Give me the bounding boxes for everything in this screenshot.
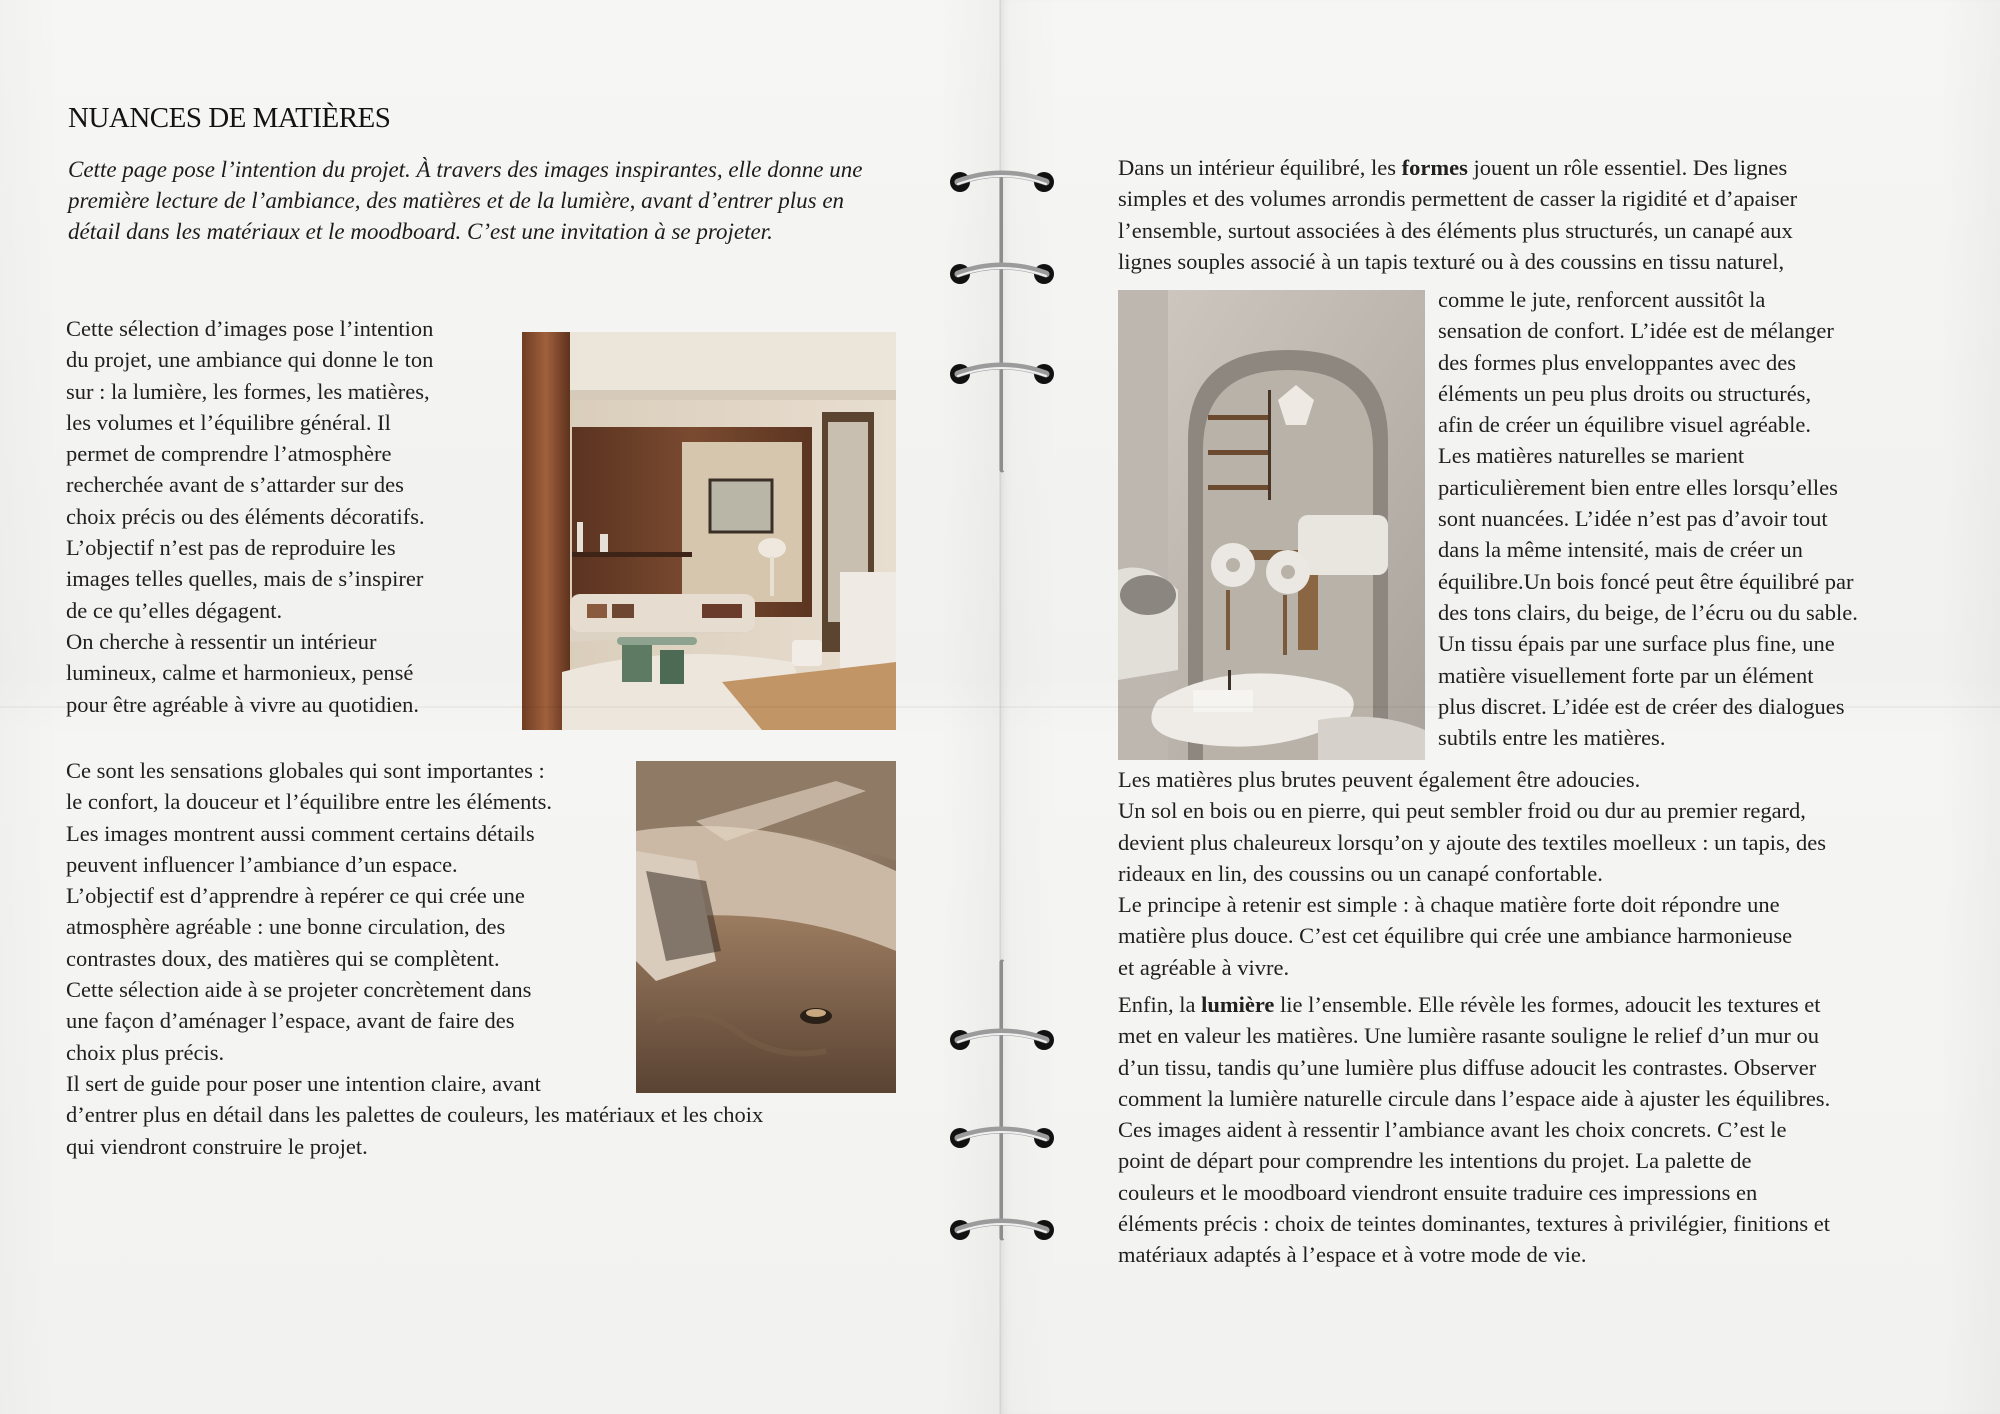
emphasis-lumiere: lumière: [1201, 992, 1275, 1017]
left-paragraph-3: Il sert de guide pour poser une intention claire, avant d’entrer plus en détail dans les palettes de couleurs, les matériaux et les choix qui viendront construire le projet.: [66, 1071, 764, 1159]
page-title: NUANCES DE MATIÈRES: [68, 102, 391, 134]
left-paragraph-1: Cette sélection d’images pose l’intention du projet, une ambiance qui donne le ton sur : la lumière, les formes, les matières, les volumes et l’équilibre général. Il permet de comprendre l’atmosphère recherchée avant de s’attarder sur des choix précis ou des éléments décoratifs. L’objectif n’est pas de reproduire les images telles quelles, mais de s’inspirer de ce qu’elles dégagent. On cherche à ressentir un intérieur lumineux, calme et harmonieux, pensé pour être agréable à vivre au quotidien.: [66, 316, 434, 717]
left-paragraph-2: Ce sont les sensations globales qui sont importantes : le confort, la douceur et l’équilibre entre les éléments. Les images montrent aussi comment certains détails peuvent influencer l’ambiance d’un espace. L’objectif est d’apprendre à repérer ce qui crée une atmosphère agréable : une bonne circulation, des contrastes doux, des matières qui se complètent. Cette sélection aide à se projeter concrètement dans une façon d’aménager l’espace, avant de faire des choix plus précis.: [66, 758, 553, 1065]
spiral-binding-ring-icon: [948, 160, 1058, 484]
intro-paragraph: Cette page pose l’intention du projet. À travers des images inspirantes, elle donne une première lecture de l’ambiance, des matières et de la lumière, avant d’entrer plus en détail dans les matériaux et le moodboard. C’est une invitation à se projeter.: [68, 157, 863, 244]
spiral-binding-ring-icon: [948, 958, 1058, 1262]
right-paragraph-3: Les matières plus brutes peuvent également être adoucies. Un sol en bois ou en pierre, qui peut sembler froid ou dur au premier regard, devient plus chaleureux lorsqu’on y ajoute des textiles moelleux : un tapis, des rideaux en lin, des coussins ou un canapé confortable. Le principe à retenir est simple : à chaque matière forte doit répondre une matière plus douce. C’est cet équilibre qui crée une ambiance harmonieuse et agréable à vivre.: [1118, 767, 1826, 980]
right-paragraph-4: Enfin, la lumière lie l’ensemble. Elle révèle les formes, adoucit les textures et met en valeur les matières. Une lumière rasante souligne le relief d’un mur ou d’un tissu, tandis qu’une lumière plus diffuse adoucit les contrastes. Observer comment la lumière naturelle circule dans l’espace aide à ajuster les équilibres. Ces images aident à ressentir l’ambiance avant les choix concrets. C’est le point de départ pour comprendre les intentions du projet. La palette de couleurs et le moodboard viendront ensuite traduire ces impressions en éléments précis : choix de teintes dominantes, textures à privilégier, finitions et matériaux adaptés à l’espace et à votre mode de vie.: [1118, 992, 1831, 1268]
right-paragraph-1: Dans un intérieur équilibré, les formes jouent un rôle essentiel. Des lignes simples et des volumes arrondis permettent de casser la rigidité et d’apaiser l’ensemble, surtout associées à des éléments plus structurés, un canapé aux lignes souples associé à un tapis texturé ou à des coussins en tissu naturel,: [1118, 155, 1798, 274]
sofa-photo: [636, 761, 896, 1093]
living-room-photo: [522, 332, 896, 730]
dining-room-photo: [1118, 290, 1425, 760]
emphasis-formes: formes: [1401, 155, 1468, 180]
paper-crease: [0, 706, 2000, 708]
right-paragraph-2: comme le jute, renforcent aussitôt la sensation de confort. L’idée est de mélanger des formes plus enveloppantes avec des éléments un peu plus droits ou structurés, afin de créer un équilibre visuel agréable. Les matières naturelles se marient particulièrement bien entre elles lorsqu’elles sont nuancées. L’idée n’est pas d’avoir tout dans la même intensité, mais de créer un équilibre.Un bois foncé peut être équilibré par des tons clairs, du beige, de l’écru ou du sable. Un tissu épais par une surface plus fine, une matière visuellement forte par un élément plus discret. L’idée est de créer des dialogues subtils entre les matières.: [1438, 287, 1858, 751]
